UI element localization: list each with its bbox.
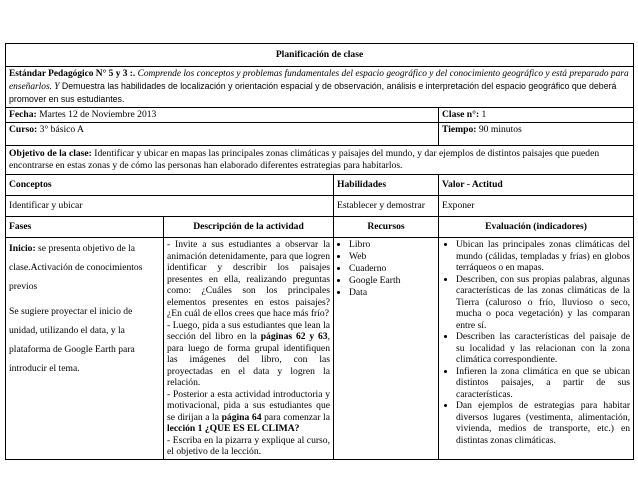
- clase-value: 1: [479, 109, 487, 120]
- cell-valor: Exponer: [439, 196, 634, 217]
- evaluacion-cell: [439, 238, 634, 460]
- descripcion-a2-pages: páginas 62 y 63: [260, 331, 328, 342]
- recurso-item: • Google Earth: [349, 275, 435, 287]
- descripcion-a2-text: - Luego, pida a sus estudiantes que lean la sección del libro en la: [167, 319, 330, 342]
- evaluacion-item: • Describen las características del paisaje de su localidad y las relacionan con la zona climática correspondiente.: [456, 331, 630, 366]
- tiempo-cell: [439, 123, 634, 146]
- recurso-item: • Libro: [349, 239, 435, 251]
- page-title: Planificación de clase: [6, 44, 634, 67]
- concepts-row: [6, 196, 634, 217]
- curso-value: 3° básico A: [37, 124, 84, 135]
- headers-2-row: [6, 217, 634, 238]
- fecha-label: Fecha:: [9, 109, 37, 120]
- clase-cell: [439, 108, 634, 123]
- clase-label: Clase n°:: [442, 109, 480, 120]
- standard-label: Estándar Pedagógico N° 5 y 3 :.: [9, 69, 136, 79]
- activity-row: [6, 238, 634, 460]
- descripcion-a3-text: - Posterior a esta actividad introductoria y motivacional, pida a sus estudiantes que se dirijan a la: [167, 388, 330, 423]
- cell-conceptos: Identificar y ubicar: [6, 196, 334, 217]
- fase-text-1: se presenta objetivo de la clase.Activación de conocimientos previos: [9, 243, 143, 292]
- evaluacion-item: • Infieren la zona climática en que se ubican distintos paisajes, a partir de sus características.: [456, 366, 630, 401]
- header-recursos: Recursos: [334, 217, 439, 238]
- descripcion-a2: [167, 320, 330, 389]
- descripcion-a3-mid: para comenzar la: [261, 411, 330, 423]
- recursos-cell: [334, 238, 439, 460]
- descripcion-a3-lesson: lección 1 ¿QUE ES EL CLIMA?: [167, 423, 300, 434]
- descripcion-a4: - Escriba en la pizarra y explique al curso, el objetivo de la lección.: [167, 434, 330, 457]
- curso-row: [6, 123, 634, 146]
- descripcion-a3: [167, 389, 330, 435]
- descripcion-cell: [164, 238, 334, 460]
- standard-cell: [6, 67, 634, 108]
- title-row: [6, 44, 634, 67]
- descripcion-a3-page: página 64: [221, 411, 262, 423]
- standard-row: [6, 67, 634, 108]
- objetivo-label: Objetivo de la clase:: [9, 148, 92, 159]
- header-conceptos: Conceptos: [6, 175, 334, 196]
- evaluacion-item: • Describen, con sus propias palabras, algunas características de las zonas climáticas de la Tierra (caluroso o frío, lluvioso o seco, mucha o poca vegetación) y las comparan entre sí.: [456, 274, 630, 332]
- fase-label: Inicio:: [9, 243, 36, 254]
- header-descripcion: Descripción de la actividad: [164, 217, 334, 238]
- fase-cell: [6, 238, 164, 460]
- objetivo-cell: [6, 146, 634, 175]
- fecha-cell: [6, 108, 439, 123]
- evaluacion-list: [442, 239, 630, 446]
- descripcion-a2-rest: , para luego de forma grupal identifiquen las imágenes del libro, con las proyectadas en el data y logren la relación.: [167, 331, 330, 388]
- standard-text: Comprende los conceptos y problemas fundamentales del espacio geográfico y del conocimiento geográfico y está preparado para enseñarlos. Y: [9, 69, 629, 92]
- evaluacion-item: • Dan ejemplos de estrategias para habitar diversos lugares (vestimenta, alimentación, vivienda, medios de transporte, etc.) en distintas zonas climáticas.: [456, 400, 630, 446]
- curso-cell: [6, 123, 439, 146]
- header-evaluacion: Evaluación (indicadores): [439, 217, 634, 238]
- fase-text-2: Se sugiere proyectar el inicio de unidad, utilizando el data, y la plataforma de Google Earth para introducir el tema.: [9, 306, 135, 374]
- fecha-value: Martes 12 de Noviembre 2013: [36, 109, 157, 120]
- tiempo-value: 90 minutos: [476, 124, 522, 135]
- recurso-item: • Web: [349, 251, 435, 263]
- recurso-item: • Cuaderno: [349, 263, 435, 275]
- header-valor: Valor - Actitud: [439, 175, 634, 196]
- fecha-row: [6, 108, 634, 123]
- fase-intro: [9, 239, 160, 296]
- lesson-plan-table: [5, 43, 634, 460]
- header-fases: Fases: [6, 217, 164, 238]
- objetivo-row: [6, 146, 634, 175]
- objetivo-text: Identificar y ubicar en mapas las principales zonas climáticas y paisajes del mundo, y dar ejemplos de distintos paisajes que pueden encontrarse en estas zonas y de cómo las personas han elaborado diferentes estrategias para habitarlos.: [9, 148, 600, 171]
- cell-habilidades: Establecer y demostrar: [334, 196, 439, 217]
- recurso-item: • Data: [349, 287, 435, 299]
- curso-label: Curso:: [9, 124, 38, 135]
- evaluacion-item: • Ubican las principales zonas climáticas del mundo (cálidas, templadas y frías) en globos terráqueos o en mapas.: [456, 239, 630, 274]
- recursos-list: [337, 239, 435, 299]
- standard-text-2: Demuestra las habilidades de localización y orientación espacial y de observación, análisis e interpretación del espacio geográfico que deberá promover en sus estudiantes.: [9, 81, 617, 104]
- headers-1-row: [6, 175, 634, 196]
- tiempo-label: Tiempo:: [442, 124, 477, 135]
- header-habilidades: Habilidades: [334, 175, 439, 196]
- descripcion-a1: - Invite a sus estudiantes a observar la animación detenidamente, para que logren identificar y describir los paisajes presentes en ella, realizando preguntas como: ¿Cuáles son los principales elementos presentes en estos paisajes? ¿En cuál de ellos crees que hace más frío?: [167, 239, 330, 319]
